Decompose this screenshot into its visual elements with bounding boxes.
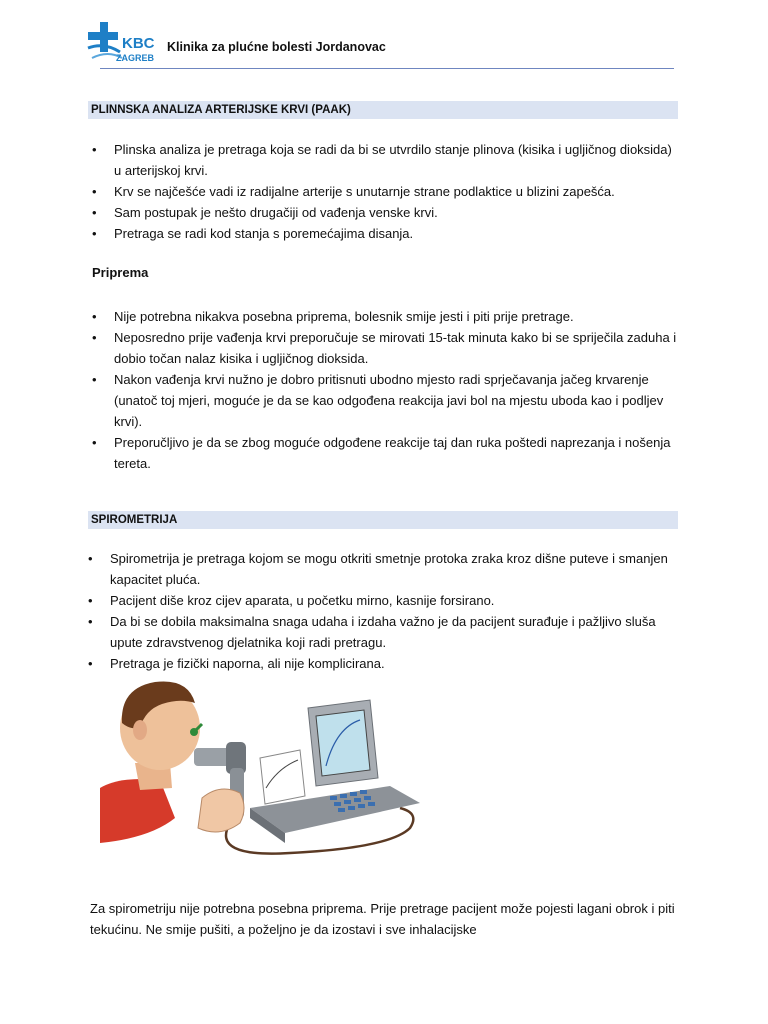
list-item: • Neposredno prije vađenja krvi preporučuje se mirovati 15-tak minuta kako bi se spriječila zaduha i dobio točan nalaz kisika i ugljičnog dioksida. (92, 330, 677, 366)
list-item: • Pretraga se radi kod stanja s poremećajima disanja. (92, 226, 414, 241)
spirometry-preparation-paragraph: Za spirometriju nije potrebna posebna priprema. Prije pretrage pacijent može pojesti lagani obrok i piti tekućinu. Ne smije pušiti, a poželjno je da izostavi i sve inhalacijske (90, 901, 675, 937)
kbc-zagreb-logo (86, 18, 166, 74)
list-item: • Preporučljivo je da se zbog moguće odgođene reakcije taj dan ruka poštedi naprezanja i nošenja tereta. (92, 435, 671, 471)
section-title-spirometrija: SPIROMETRIJA (88, 511, 678, 529)
page-header (86, 18, 676, 74)
spirometrija-bullet-list (86, 548, 680, 674)
list-item: • Nakon vađenja krvi nužno je dobro pritisnuti ubodno mjesto radi sprječavanja jačeg krvarenje (unatoč toj mjeri, moguće je da se kao odgođena reakcija javi bol na mjestu uboda kao i podljev krvi). (92, 372, 664, 429)
list-item: • Krv se najčešće vadi iz radijalne arterije s unutarnje strane podlaktice u blizini zapešća. (92, 184, 615, 199)
priprema-bullet-list (90, 306, 680, 474)
svg-text:KBC: KBC (122, 35, 155, 52)
clinic-name: Klinika za plućne bolesti Jordanovac (167, 40, 386, 54)
list-item: • Sam postupak je nešto drugačiji od vađenja venske krvi. (92, 205, 438, 220)
list-item: • Spirometrija je pretraga kojom se mogu otkriti smetnje protoka zraka kroz dišne puteve i smanjen kapacitet pluća. (88, 551, 668, 587)
section-title-paak: PLINNSKA ANALIZA ARTERIJSKE KRVI (PAAK) (88, 101, 678, 119)
subheading-priprema: Priprema (92, 265, 149, 280)
list-item: • Da bi se dobila maksimalna snaga udaha i izdaha važno je da pacijent surađuje i pažljivo sluša upute zdravstvenog djelatnika koji radi pretragu. (88, 614, 656, 650)
list-item: • Pacijent diše kroz cijev aparata, u početku mirno, kasnije forsirano. (88, 593, 495, 608)
spirometry-illustration (90, 668, 432, 868)
list-item: • Pretraga je fizički naporna, ali nije komplicirana. (88, 656, 385, 671)
paak-bullet-list (90, 139, 680, 244)
svg-text:ZAGREB: ZAGREB (116, 53, 154, 63)
list-item: • Plinska analiza je pretraga koja se radi da bi se utvrdilo stanje plinova (kisika i ugljičnog dioksida) u arterijskoj krvi. (92, 142, 672, 178)
header-rule (100, 68, 674, 69)
list-item: • Nije potrebna nikakva posebna priprema, bolesnik smije jesti i piti prije pretrage. (92, 309, 574, 324)
